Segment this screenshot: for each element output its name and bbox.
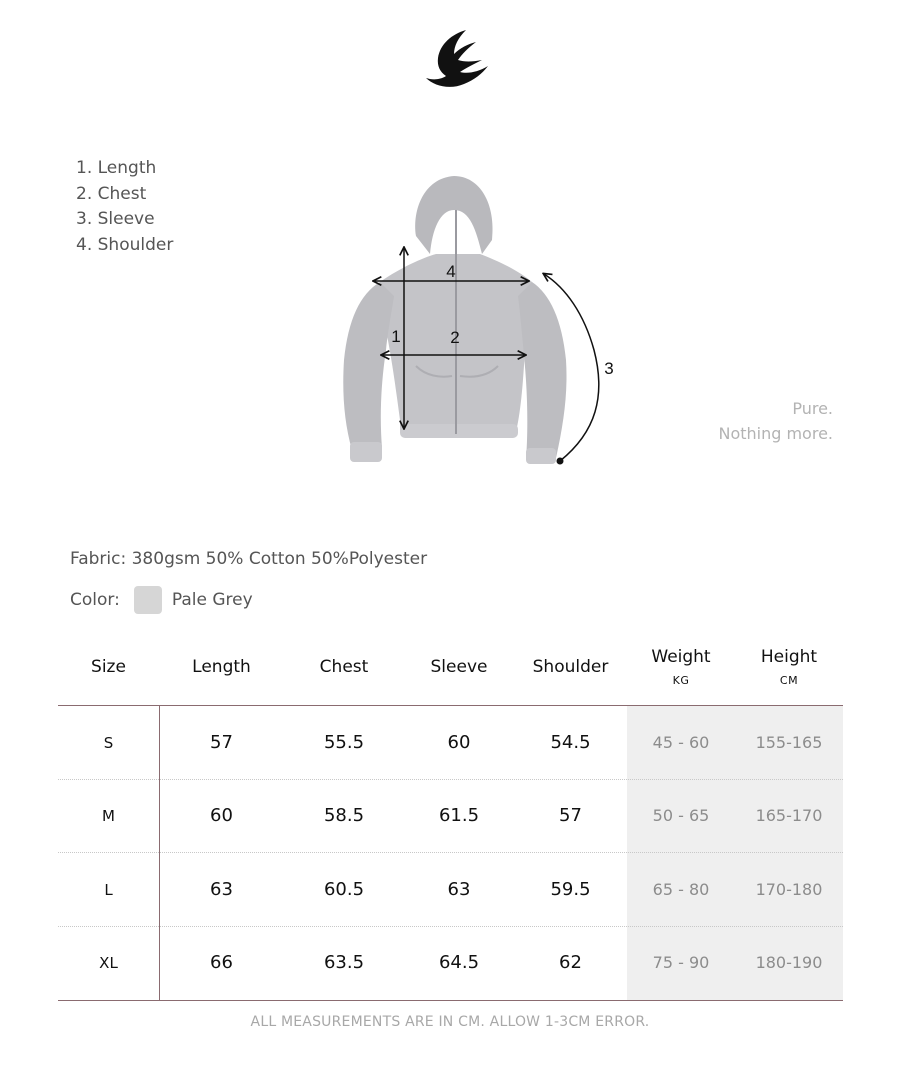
table-cell: 63 — [210, 879, 233, 900]
color-info — [70, 585, 253, 615]
table-row — [58, 926, 843, 999]
table-cell: M — [102, 806, 115, 825]
table-cell: 54.5 — [550, 732, 591, 753]
table-header — [58, 628, 843, 705]
table-cell: 57 — [210, 732, 233, 753]
hoodie-measurement-diagram — [330, 170, 630, 475]
legend-item-sleeve: 3. Sleeve — [76, 209, 155, 229]
table-cell: 170-180 — [755, 880, 823, 899]
table-cell: 165-170 — [755, 806, 823, 825]
diagram-label-2: 2 — [450, 328, 460, 347]
table-cell: S — [103, 733, 114, 752]
diagram-label-1: 1 — [391, 327, 401, 346]
table-cell: 58.5 — [323, 805, 365, 826]
table-cell: 61.5 — [438, 805, 480, 826]
table-cell: XL — [99, 953, 118, 972]
legend-item-chest: 2. Chest — [76, 183, 147, 204]
size-chart-table — [58, 628, 843, 1001]
table-cell: 180-190 — [755, 953, 823, 972]
table-row — [58, 853, 843, 927]
measurement-footnote: ALL MEASUREMENTS ARE IN CM. ALLOW 1-3CM ERROR. — [250, 1014, 650, 1030]
legend-item-shoulder: 4. Shoulder — [76, 234, 174, 255]
header-size: Size — [91, 656, 126, 677]
table-cell: 63.5 — [323, 952, 365, 973]
weight-unit: KG — [672, 673, 690, 687]
tagline-line-2: Nothing more. — [718, 424, 833, 443]
table-cell: 50 - 65 — [652, 806, 710, 825]
table-cell: L — [104, 880, 113, 899]
diagram-label-4: 4 — [446, 262, 456, 281]
color-label: Color: — [70, 590, 120, 610]
table-cell: 57 — [559, 805, 582, 826]
legend-item-length: 1. Length — [76, 158, 157, 178]
measurement-legend — [76, 156, 173, 258]
table-cell: 65 - 80 — [652, 880, 710, 899]
diagram-label-3: 3 — [604, 359, 614, 378]
table-cell: 55.5 — [323, 732, 365, 753]
table-cell: 62 — [559, 952, 582, 973]
table-cell: 45 - 60 — [652, 733, 710, 752]
color-swatch — [134, 586, 162, 614]
header-height: Height CM — [760, 646, 818, 687]
table-cell: 66 — [210, 952, 233, 973]
table-row — [58, 706, 843, 780]
header-length: Length — [192, 656, 251, 677]
table-cell: 59.5 — [550, 879, 591, 900]
table-cell: 64.5 — [438, 952, 480, 973]
color-name: Pale Grey — [171, 590, 253, 610]
table-cell: 60 — [447, 732, 471, 753]
height-unit: CM — [779, 673, 799, 687]
table-cell: 75 - 90 — [652, 953, 710, 972]
header-sleeve: Sleeve — [430, 656, 488, 677]
swallow-logo — [418, 24, 490, 96]
header-weight: Weight KG — [651, 646, 711, 687]
fabric-info: Fabric: 380gsm 50% Cotton 50%Polyester — [70, 549, 428, 569]
table-body — [58, 705, 843, 1001]
table-cell: 60.5 — [323, 879, 365, 900]
table-cell: 60 — [210, 805, 233, 826]
table-cell: 63 — [447, 879, 471, 900]
tagline — [718, 396, 833, 446]
header-shoulder: Shoulder — [532, 656, 609, 677]
header-chest: Chest — [319, 656, 369, 677]
tagline-line-1: Pure. — [792, 399, 833, 418]
table-cell: 155-165 — [755, 733, 823, 752]
table-row — [58, 779, 843, 853]
